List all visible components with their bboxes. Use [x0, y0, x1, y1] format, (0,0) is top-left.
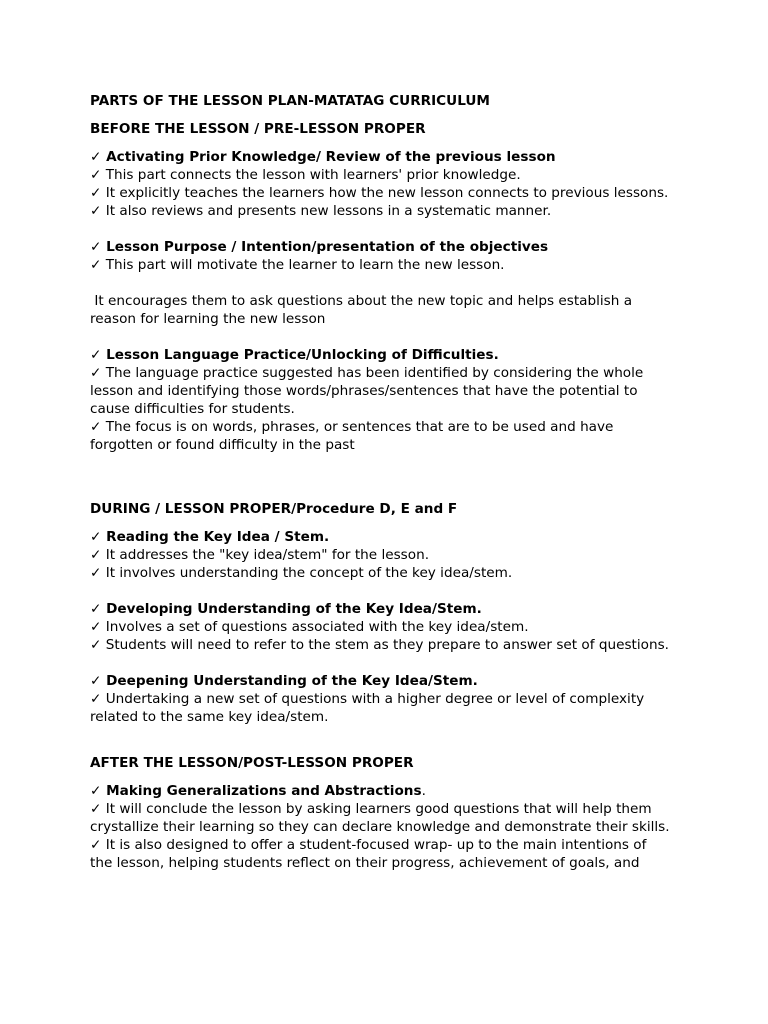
item-heading-suffix: . [421, 783, 426, 799]
item-heading: ✓ Activating Prior Knowledge/ Review of the previous lesson [90, 149, 556, 165]
item-heading: ✓ Making Generalizations and Abstractions [90, 783, 422, 799]
item-deepening-understanding [90, 672, 670, 726]
item-developing-understanding [90, 600, 670, 654]
item-activating-prior-knowledge [90, 148, 670, 220]
bullet-point: ✓ The language practice suggested has been identified by considering the whole lesson and identifying those words/phrases/sentences that have the potential to cause difficulties for students. [90, 365, 644, 417]
section-during [90, 500, 670, 726]
document-title: PARTS OF THE LESSON PLAN-MATATAG CURRICULUM [90, 93, 490, 109]
section-spacer [90, 744, 670, 754]
bullet-point: ✓ It explicitly teaches the learners how the new lesson connects to previous lessons. [90, 185, 669, 201]
bullet-point: ✓ This part will motivate the learner to learn the new lesson. [90, 257, 505, 273]
section-title-during: DURING / LESSON PROPER/Procedure D, E and F [90, 501, 458, 517]
item-making-generalizations [90, 782, 670, 872]
item-heading-line [90, 782, 670, 800]
item-heading: ✓ Reading the Key Idea / Stem. [90, 529, 330, 545]
item-reading-key-idea [90, 528, 670, 582]
bullet-point: ✓ It will conclude the lesson by asking learners good questions that will help them crystallize their learning so they can declare knowledge and demonstrate their skills. [90, 801, 670, 835]
paragraph: It encourages them to ask questions about the new topic and helps establish a reason for learning the new lesson [90, 293, 637, 327]
document-body [90, 92, 670, 872]
section-title-after: AFTER THE LESSON/POST-LESSON PROPER [90, 755, 414, 771]
section-before [90, 120, 670, 454]
bullet-point: ✓ The focus is on words, phrases, or sentences that are to be used and have forgotten or found difficulty in the past [90, 419, 614, 453]
bullet-point: ✓ It involves understanding the concept of the key idea/stem. [90, 565, 513, 581]
section-title-before: BEFORE THE LESSON / PRE-LESSON PROPER [90, 121, 426, 137]
bullet-point: ✓ Students will need to refer to the stem as they prepare to answer set of questions. [90, 637, 669, 653]
bullet-point: ✓ Involves a set of questions associated with the key idea/stem. [90, 619, 529, 635]
item-heading: ✓ Lesson Language Practice/Unlocking of Difficulties. [90, 347, 499, 363]
item-lesson-language-practice [90, 346, 670, 454]
item-heading: ✓ Developing Understanding of the Key Idea/Stem. [90, 601, 482, 617]
bullet-point: ✓ It also reviews and presents new lessons in a systematic manner. [90, 203, 552, 219]
bullet-point: ✓ It addresses the "key idea/stem" for the lesson. [90, 547, 430, 563]
item-heading: ✓ Deepening Understanding of the Key Idea/Stem. [90, 673, 478, 689]
bullet-point: ✓ Undertaking a new set of questions with a higher degree or level of complexity related to the same key idea/stem. [90, 691, 645, 725]
section-spacer [90, 454, 670, 500]
spacer [90, 274, 670, 292]
item-lesson-purpose [90, 238, 670, 328]
item-heading: ✓ Lesson Purpose / Intention/presentation of the objectives [90, 239, 549, 255]
bullet-point: ✓ It is also designed to offer a student-focused wrap- up to the main intentions of the lesson, helping students reflect on their progress, achievement of goals, and [90, 837, 647, 871]
section-after [90, 754, 670, 872]
bullet-point: ✓ This part connects the lesson with learners' prior knowledge. [90, 167, 521, 183]
